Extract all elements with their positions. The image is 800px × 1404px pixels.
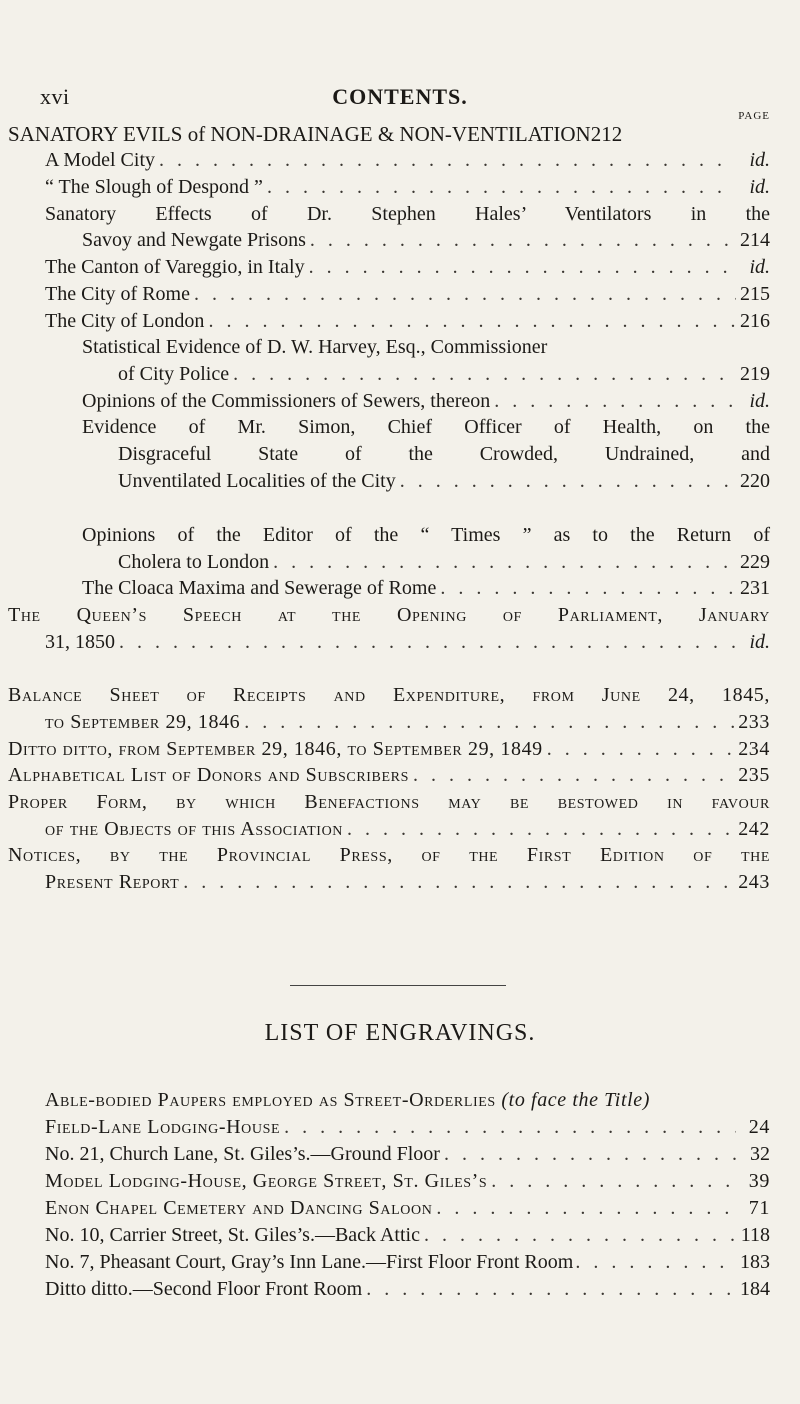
contents-entry: Opinions of the Editor of the “ Times ” as to the Return of [82,524,770,546]
contents-entry: The Canton of Vareggio, in Italy . . . id. [45,254,770,280]
contents-entry: The City of London . . . 216 [45,308,770,334]
page-column-label: PAGE [738,110,770,122]
contents-entry: Cholera to London . . . 229 [118,549,770,575]
contents-entry: “ The Slough of Despond ” . . . id. [45,174,770,200]
contents-entry: Statistical Evidence of D. W. Harvey, Esq., Commissioner [82,336,548,358]
contents-entry: Proper Form, by which Benefactions may be bestowed in favour [8,791,770,813]
contents-entry: to September 29, 1846 . . . 233 [45,709,770,735]
contents-entry: Disgraceful State of the Crowded, Undrained, and [118,443,770,465]
contents-entry: Unventilated Localities of the City . . . 220 [118,468,770,494]
contents-entry: Present Report . . . 243 [45,869,770,895]
contents-entry: The Cloaca Maxima and Sewerage of Rome . . . 231 [82,575,770,601]
contents-entry: Opinions of the Commissioners of Sewers, thereon . . . id. [82,388,770,414]
contents-entry: of City Police . . . 219 [118,361,770,387]
contents-entry: The City of Rome . . . 215 [45,281,770,307]
contents-entry: A Model City . . . id. [45,147,770,173]
page-folio: xvi [40,84,70,109]
section-divider [290,985,506,986]
contents-entry: Alphabetical List of Donors and Subscribers . . . 235 [8,762,770,788]
contents-entry: Sanatory Effects of Dr. Stephen Hales’ Ventilators in the [45,203,770,225]
contents-entry: Balance Sheet of Receipts and Expenditure, from June 24, 1845, [8,684,770,706]
engraving-entry: No. 21, Church Lane, St. Giles’s.—Ground Floor . . . 32 [45,1141,770,1167]
contents-entry: of the Objects of this Association . . . 242 [45,816,770,842]
running-title: CONTENTS. [332,84,468,109]
engraving-entry: Field-Lane Lodging-House . . . 24 [45,1114,770,1140]
contents-entry: SANATORY EVILS of NON-DRAINAGE & NON-VENTILATION 212 [8,122,623,146]
contents-entry: Evidence of Mr. Simon, Chief Officer of Health, on the [82,416,770,438]
contents-entry: The Queen’s Speech at the Opening of Parliament, January [8,604,770,626]
contents-entry: Ditto ditto, from September 29, 1846, to September 29, 1849 . . . 234 [8,736,770,762]
engraving-entry: Ditto ditto.—Second Floor Front Room . . . 184 [45,1276,770,1302]
contents-entry: Savoy and Newgate Prisons . . . 214 [82,227,770,253]
contents-entry: Notices, by the Provincial Press, of the First Edition of the [8,844,770,866]
engravings-heading: LIST OF ENGRAVINGS. [264,1020,536,1046]
engraving-entry: Enon Chapel Cemetery and Dancing Saloon . . . 71 [45,1195,770,1221]
engraving-entry: Able-bodied Paupers employed as Street-Orderlies (to face the Title) [45,1089,651,1111]
engraving-entry: No. 7, Pheasant Court, Gray’s Inn Lane.—First Floor Front Room . . . 183 [45,1249,770,1275]
engraving-entry: No. 10, Carrier Street, St. Giles’s.—Back Attic . . . 118 [45,1222,770,1248]
engraving-entry: Model Lodging-House, George Street, St. Giles’s . . . 39 [45,1168,770,1194]
contents-entry: 31, 1850 . . . id. [45,629,770,655]
